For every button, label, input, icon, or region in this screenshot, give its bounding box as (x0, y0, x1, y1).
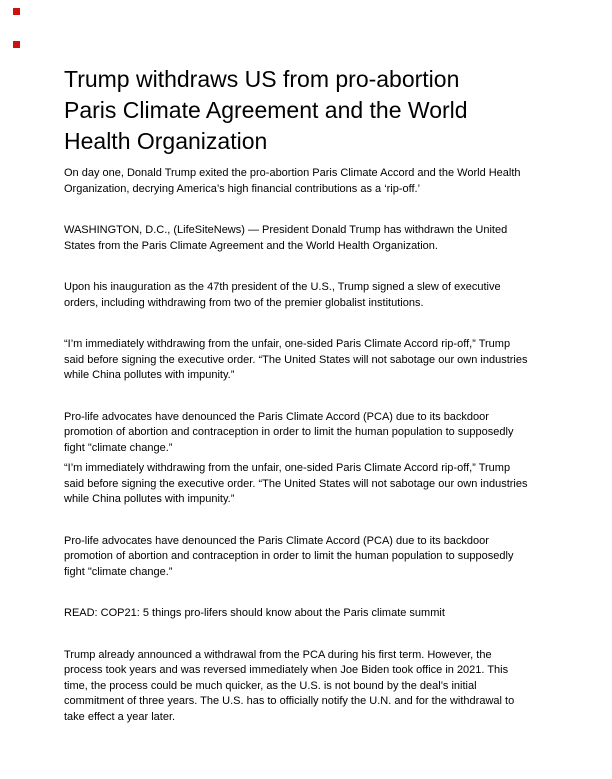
article-paragraph: Pro-life advocates have denounced the Paris Climate Accord (PCA) due to its backdoor promotion of abortion and contraception in order to limit the human population to supposedly fight "climate change.” (64, 410, 514, 454)
red-square-marker-top (13, 8, 20, 15)
article-title: Trump withdraws US from pro-abortion Paris Climate Agreement and the World Health Organization (64, 66, 468, 154)
article-read-more-line: READ: COP21: 5 things pro-lifers should know about the Paris climate summit (64, 607, 445, 619)
red-square-marker-bottom (13, 41, 20, 48)
article-body (64, 64, 531, 751)
article-paragraph-closing: Trump already announced a withdrawal from the PCA during his first term. However, the process took years and was reversed immediately when Joe Biden took office in 2021. This time, the process could be much quicker, as the U.S. is not bound by the deal’s initial commitment of three years. The U.S. has to officially notify the U.N. and for the withdrawal to take effect a year later. (64, 648, 515, 723)
article-paragraph-dateline: WASHINGTON, D.C., (LifeSiteNews) — President Donald Trump has withdrawn the United States from the Paris Climate Agreement and the World Health Organization. (64, 224, 508, 252)
article-paragraph-repeat: Pro-life advocates have denounced the Paris Climate Accord (PCA) due to its backdoor promotion of abortion and contraception in order to limit the human population to supposedly fight "climate change.” (64, 534, 514, 578)
article-paragraph-quote-repeat: “I’m immediately withdrawing from the unfair, one-sided Paris Climate Accord rip-off,” Trump said before signing the executive order. “The United States will not sabotage our own industries while China pollutes with impunity.” (64, 462, 528, 505)
article-lede: On day one, Donald Trump exited the pro-abortion Paris Climate Accord and the World Health Organization, decrying America’s high financial contributions as a ‘rip-off.’ (64, 167, 521, 195)
article-paragraph: Upon his inauguration as the 47th president of the U.S., Trump signed a slew of executive orders, including withdrawing from two of the premier globalist institutions. (64, 281, 501, 309)
article-paragraph-quote: “I’m immediately withdrawing from the unfair, one-sided Paris Climate Accord rip-off,” Trump said before signing the executive order. “The United States will not sabotage our own industries while China pollutes with impunity.” (64, 338, 528, 381)
